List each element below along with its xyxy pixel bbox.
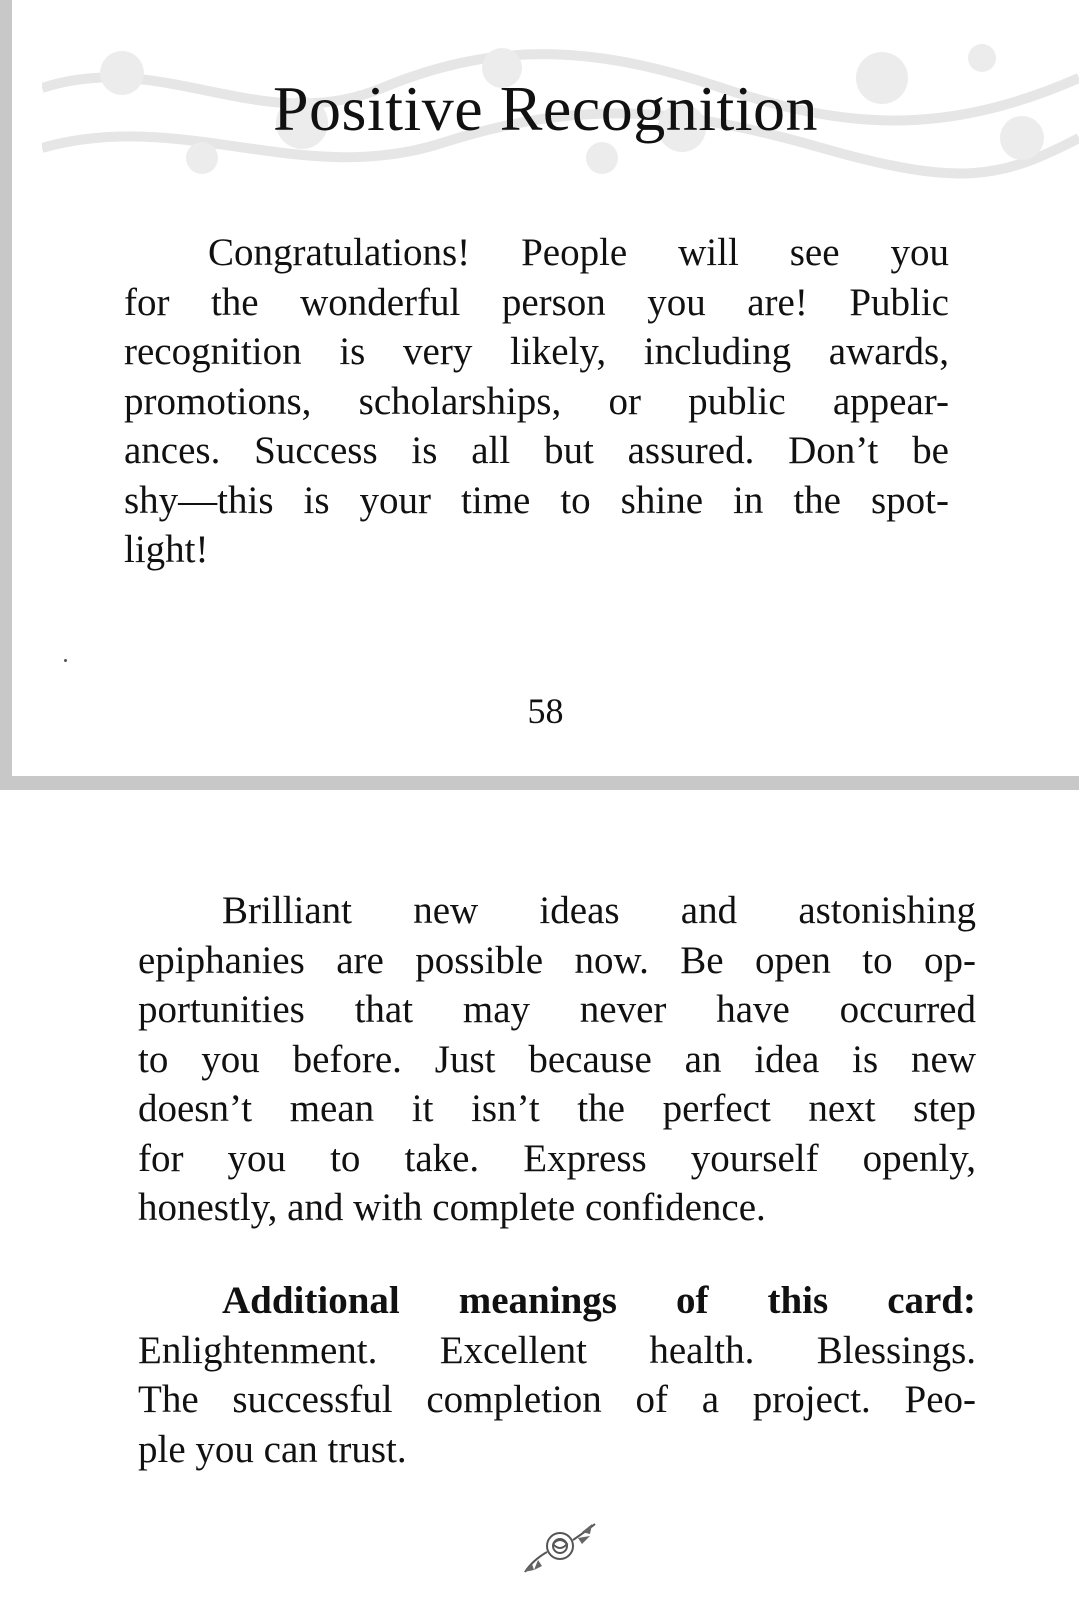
card-description <box>124 228 949 575</box>
text-line: promotions, scholarships, or public appear- <box>124 379 949 423</box>
print-speck <box>64 659 67 662</box>
text-line: light! <box>124 528 209 571</box>
text-line: doesn’t mean it isn’t the perfect next step <box>138 1087 976 1130</box>
text-line: shy—this is your time to shine in the spot- <box>124 478 949 522</box>
card-meaning <box>138 886 976 1233</box>
text-line: ances. Success is all but assured. Don’t be <box>124 429 949 472</box>
text-line: ple you can trust. <box>138 1427 407 1471</box>
top-page <box>12 0 1079 776</box>
card-title: Positive Recognition <box>272 73 819 144</box>
text-line: recognition is very likely, including awards, <box>124 330 949 373</box>
text-line: portunities that may never have occurred <box>138 988 976 1031</box>
text-line: for you to take. Express yourself openly, <box>138 1136 976 1180</box>
text-line: Enlightenment. Excellent health. Blessings. <box>138 1328 976 1372</box>
text-line: for the wonderful person you are! Public <box>124 280 949 324</box>
rose-icon <box>520 1518 600 1578</box>
text-line: Congratulations! People will see you <box>208 231 949 274</box>
additional-meanings <box>138 1276 976 1474</box>
bottom-page <box>0 790 1079 1614</box>
text-line: honestly, and with complete confidence. <box>138 1186 766 1229</box>
text-line: epiphanies are possible now. Be open to op- <box>138 938 976 982</box>
page-number: 58 <box>527 691 564 731</box>
additional-meanings-heading: Additional meanings of this card: <box>222 1279 976 1322</box>
text-line: to you before. Just because an idea is new <box>138 1037 976 1081</box>
text-line: Brilliant new ideas and astonishing <box>222 889 976 932</box>
text-line: The successful completion of a project. Peo- <box>138 1378 976 1421</box>
